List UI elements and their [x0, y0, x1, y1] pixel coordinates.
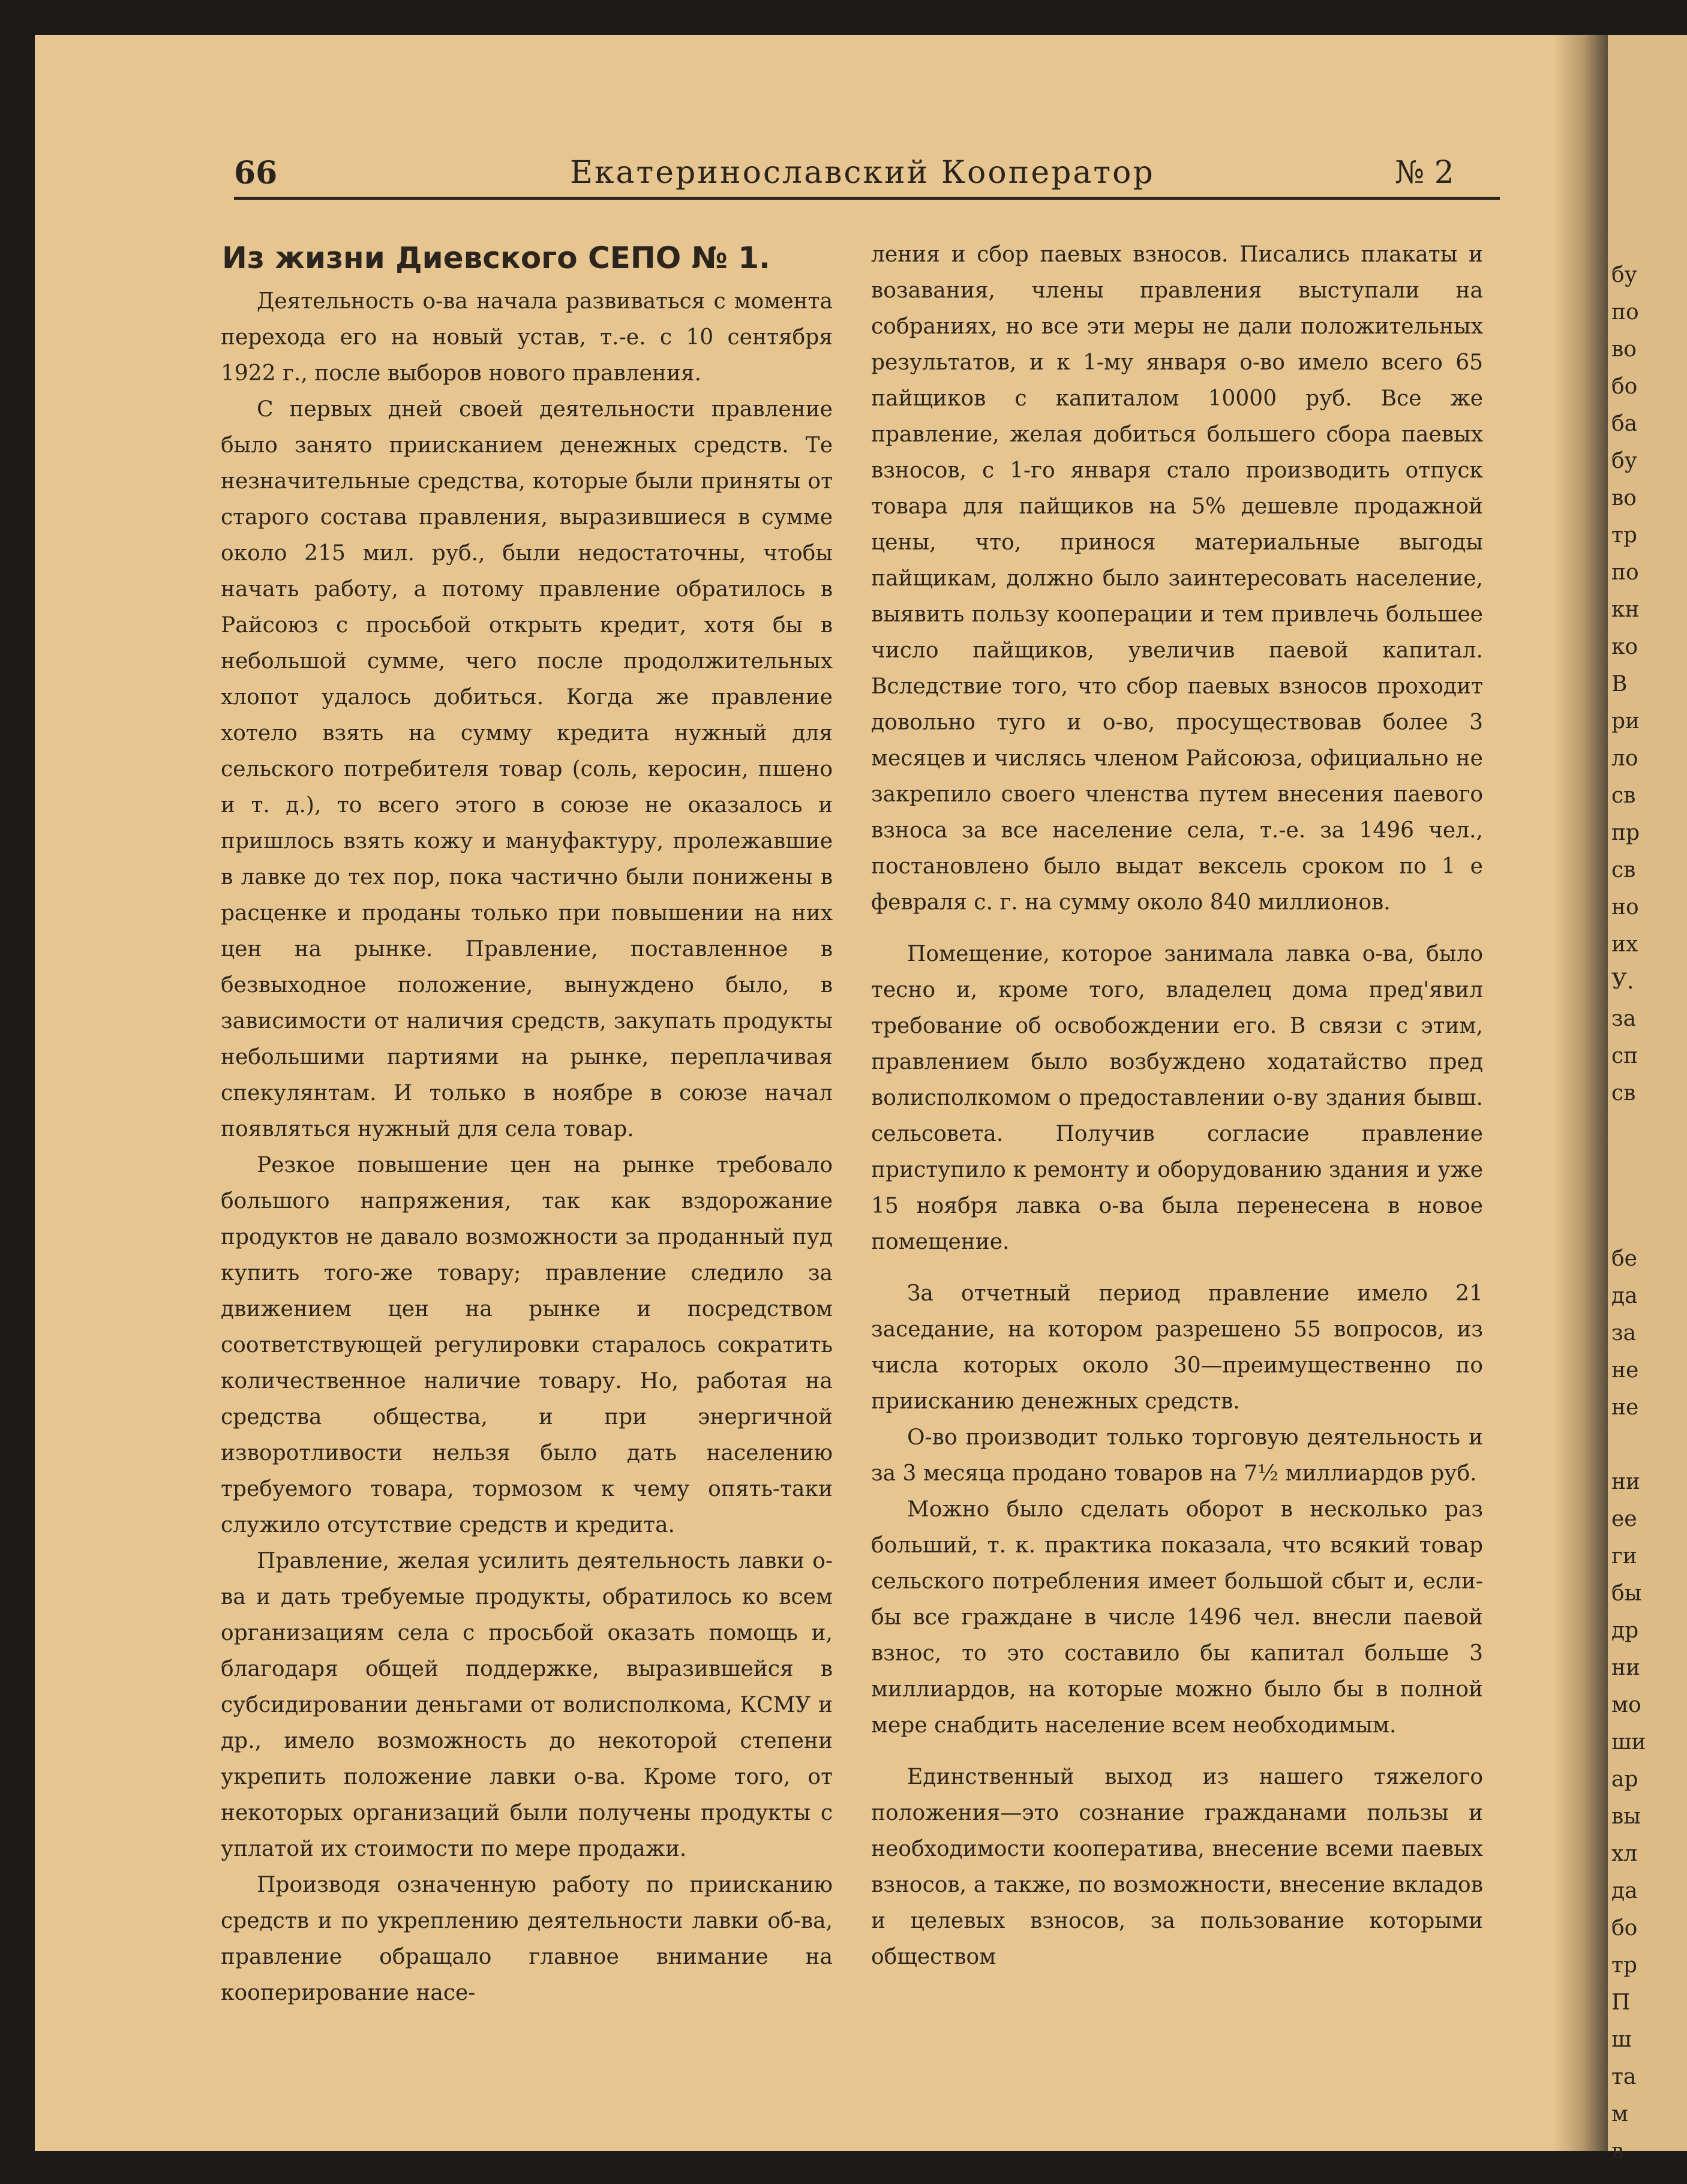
- next-page-fragment: ни: [1611, 1656, 1640, 1680]
- next-page-fragment: да: [1611, 1879, 1638, 1903]
- next-page-fragment: [1608, 1426, 1646, 1464]
- next-page-fragment: вы: [1611, 1804, 1641, 1829]
- next-page-fragment: тр: [1611, 523, 1637, 548]
- next-page-fragment: но: [1611, 895, 1639, 920]
- next-page-fragment: тр: [1611, 1953, 1637, 1978]
- paragraph: С первых дней своей деятельности правление было занято приисканием денежных средств. Те незначительные средства, которые были приняты от старого состава правления, выразившиеся в сумме около 215 мил. руб., были недостаточны, чтобы начать работу, а потому правление обратилось в Райсоюз с просьбой открыть кредит, хотя бы в небольшой сумме, чего после продолжительных хлопот удалось добиться. Когда же правление хотело взять на сумму кредита нужный для сельского потребителя товар (соль, керосин, пшено и т. д.), то всего этого в союзе не оказалось и пришлось взять кожу и мануфактуру, пролежавшие в лавке до тех пор, пока частично были понижены в расценке и проданы только при повышении на них цен на рынке. Правление, поставленное в безвыходное положение, вынуждено было, в зависимости от наличия средств, закупать продукты небольшими партиями на рынке, переплачивая спекулянтам. И только в ноябре в союзе начал появляться нужный для села товар.: [221, 397, 833, 1141]
- next-page-fragment: ги: [1611, 1544, 1637, 1569]
- paragraph-continuation: ления и сбор паевых взносов. Писались плакаты и возавания, члены правления выступали на собраниях, но все эти меры не дали положительных результатов, и к 1-му января о-во имело всего 65 пайщиков с капиталом 10000 руб. Все же правление, желая добиться большего сбора паевых взносов, с 1-го января стало производить отпуск товара для пайщиков на 5% дешевле продажной цены, что, принося материальные выгоды пайщикам, должно было заинтересовать население, выявить пользу кооперации и тем привлечь большее число пайщиков, увеличив паевой капитал. Вследствие того, что сбор паевых взносов проходит довольно туго и о-во, просуществовав более 3 месяцев и числясь членом Райсоюза, официально не закрепило своего членства путем внесения паевого взноса за все население села, т.-е. за 1496 чел., постановлено было выдат вексель сроком по 1 е февраля с. г. на сумму около 840 миллионов.: [871, 242, 1483, 915]
- next-page-fragment: не: [1611, 1358, 1639, 1383]
- next-page-fragment: бу: [1611, 449, 1637, 473]
- next-page-fragment: их: [1611, 932, 1638, 957]
- paragraph: Единственный выход из нашего тяжелого положения—это сознание гражданами пользы и необходимости кооператива, внесение всеми паевых взносов, а также, по возможности, внесение вкладов и целевых взносов, за пользование которыми обществом: [871, 1765, 1483, 1969]
- next-page-fragment: за: [1611, 1007, 1637, 1031]
- next-page-fragment: бу: [1611, 263, 1637, 287]
- next-page-fragment: ни: [1611, 1470, 1640, 1494]
- next-page-fragment: У.: [1611, 969, 1634, 994]
- next-page-fragment: бо: [1611, 374, 1638, 399]
- next-page-fragment: по: [1611, 300, 1639, 325]
- article-title: Из жизни Диевского СЕПО № 1.: [222, 241, 771, 275]
- page-number: 66: [234, 155, 278, 191]
- next-page-fragment: не: [1611, 1395, 1639, 1420]
- paragraph: Помещение, которое занимала лавка о-ва, было тесно и, кроме того, владелец дома пред'явил требование об освобождении его. В связи с этим, правлением было возбуждено ходатайство пред волисполкомом о предоставлении о-ву здания бывш. сельсовета. Получив согласие правление приступило к ремонту и оборудованию здания и уже 15 ноября лавка о-ва была перенесена в новое помещение.: [871, 942, 1483, 1254]
- next-page-fragment: бы: [1611, 1581, 1642, 1606]
- next-page-fragment: хл: [1611, 1841, 1638, 1866]
- paragraph: Производя означенную работу по приисканию средств и по укреплению деятельности лавки об-ва, правление обращало главное внимание на кооперирование насе-: [221, 1873, 833, 2005]
- next-page-fragment: за: [1611, 1321, 1637, 1345]
- next-page-fragment: бе: [1611, 1246, 1637, 1271]
- running-header: [234, 155, 1500, 197]
- next-page-fragment: во: [1611, 486, 1637, 510]
- next-page-fragment: в: [1611, 2139, 1624, 2164]
- next-page-bottom-fragments: [1608, 1240, 1646, 2170]
- next-page-fragment: кн: [1611, 597, 1640, 622]
- paragraph: Можно было сделать оборот в несколько раз больший, т. к. практика показала, что всякий товар сельского потребления имеет большой сбыт и, если-бы все граждане в числе 1496 чел. внесли паевой взнос, то это составило бы капитал больше 3 миллиардов, на которые можно было бы в полной мере снабдить население всем необходимым.: [871, 1497, 1483, 1738]
- next-page-fragment: ло: [1611, 746, 1638, 771]
- next-page-fragment: ш: [1611, 2027, 1632, 2052]
- header-rule: [234, 197, 1500, 200]
- paragraph: Резкое повышение цен на рынке требовало большого напряжения, так как вздорожание продуктов не давало возможности за проданный пуд купить того-же товару; правление следило за движением цен на рынке и посредством соответствующей регулировки старалось сократить количественное наличие товару. Но, работая на средства общества, и при энергичной изворотливости нельзя было дать населению требуемого товара, тормозом к чему опять-таки служило отсутствие средств и кредита.: [221, 1153, 833, 1537]
- next-page-fragment: св: [1611, 783, 1636, 808]
- next-page-fragment: ри: [1611, 709, 1640, 734]
- next-page-fragment: В: [1611, 672, 1628, 696]
- next-page-fragment: ко: [1611, 635, 1638, 659]
- paragraph: Деятельность о-ва начала развиваться с момента перехода его на новый устав, т.-е. с 10 сентября 1922 г., после выборов нового правления.: [221, 289, 833, 386]
- issue-number: № 2: [1395, 155, 1454, 191]
- next-page-top-fragments: [1608, 257, 1640, 1112]
- next-page-fragment: др: [1611, 1618, 1639, 1643]
- next-page-fragment: ба: [1611, 411, 1638, 436]
- next-page-fragment: св: [1611, 1081, 1636, 1105]
- next-page-fragment: та: [1611, 2065, 1637, 2089]
- right-column: [871, 237, 1483, 1975]
- paragraph: За отчетный период правление имело 21 заседание, на котором разрешено 55 вопросов, из числа которых около 30—преимущественно по приисканию денежных средств.: [871, 1281, 1483, 1414]
- paragraph: Правление, желая усилить деятельность лавки о-ва и дать требуемые продукты, обратилось ко всем организациям села с просьбой оказать помощь и, благодаря общей поддержке, выразившейся в субсидировании деньгами от волисполкома, КСМУ и др., имело возможность до некоторой степени укрепить положение лавки о-ва. Кроме того, от некоторых организаций были получены продукты с уплатой их стоимости по мере продажи.: [221, 1549, 833, 1861]
- running-title: Екатеринославский Кооператор: [570, 155, 1155, 191]
- paragraph: О-во производит только торговую деятельность и за 3 месяца продано товаров на 7½ миллиардов руб.: [871, 1425, 1483, 1486]
- next-page-fragment: пр: [1611, 821, 1640, 845]
- next-page-fragment: да: [1611, 1284, 1638, 1308]
- next-page-fragment: сп: [1611, 1044, 1638, 1068]
- next-page-fragment: во: [1611, 337, 1637, 362]
- next-page-fragment: мо: [1611, 1693, 1641, 1717]
- next-page-fragment: по: [1611, 560, 1639, 585]
- next-page-fragment: св: [1611, 858, 1636, 882]
- next-page-fragment: бо: [1611, 1916, 1638, 1940]
- next-page-fragment: П: [1611, 1990, 1631, 2015]
- next-page-fragment: ее: [1611, 1507, 1637, 1531]
- left-column: [221, 237, 833, 2011]
- next-page-edge: [1608, 35, 1687, 2164]
- next-page-fragment: м: [1611, 2102, 1629, 2126]
- next-page-fragment: ар: [1611, 1767, 1638, 1792]
- next-page-fragment: ши: [1611, 1730, 1646, 1755]
